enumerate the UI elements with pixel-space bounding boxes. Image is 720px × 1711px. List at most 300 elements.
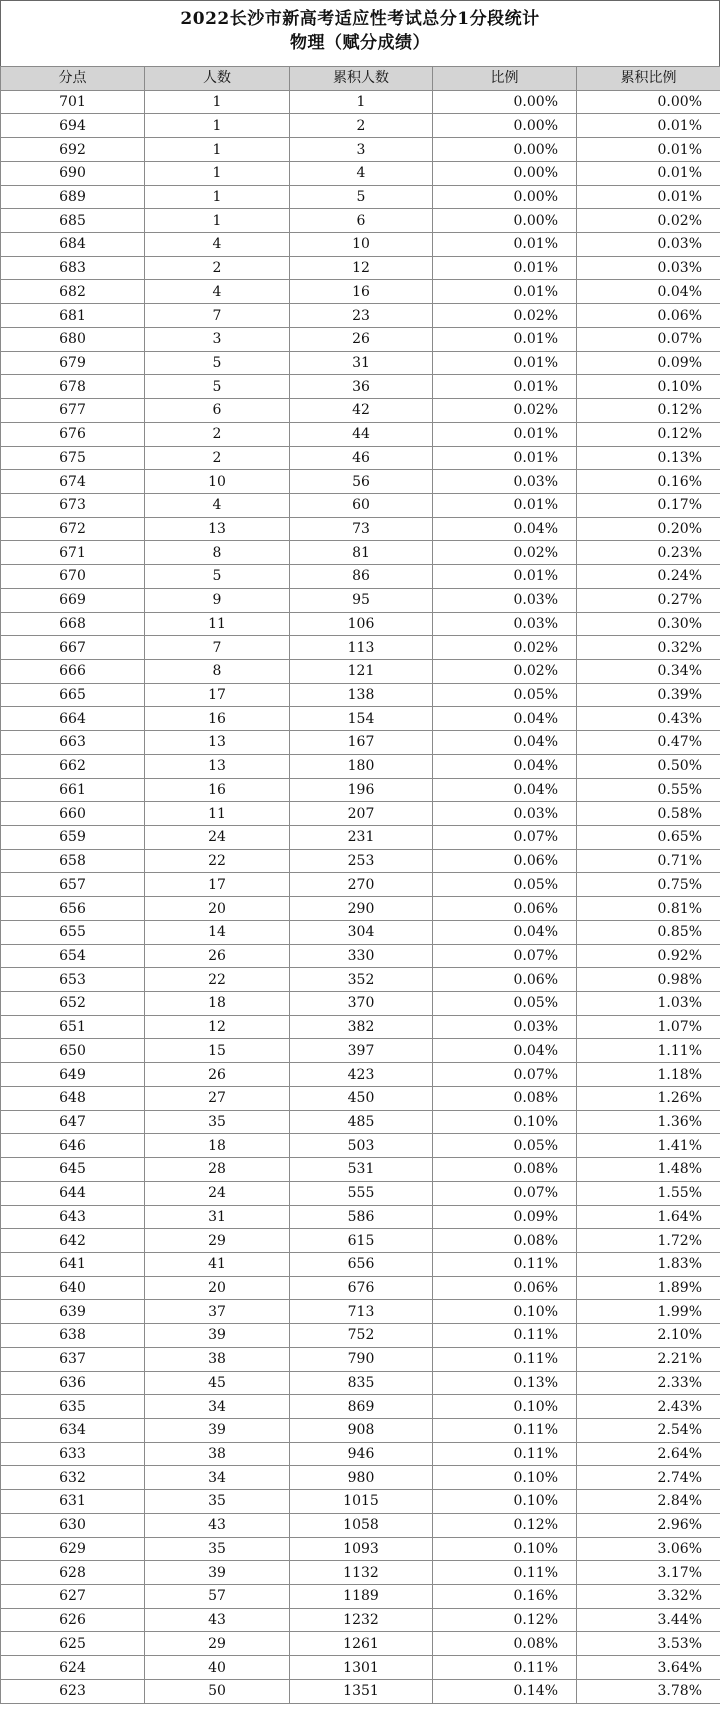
cell-ratio: 0.10% <box>433 1300 577 1324</box>
cell-cumulative-ratio: 0.12% <box>577 399 720 423</box>
cell-ratio: 0.05% <box>433 683 577 707</box>
cell-cumulative-ratio: 1.48% <box>577 1158 720 1182</box>
cell-ratio: 0.11% <box>433 1561 577 1585</box>
cell-cumulative-ratio: 1.18% <box>577 1063 720 1087</box>
cell-score: 635 <box>1 1395 145 1419</box>
cell-cumulative-ratio: 3.44% <box>577 1608 720 1632</box>
cell-count: 16 <box>145 707 290 731</box>
cell-count: 14 <box>145 920 290 944</box>
cell-cumulative-count: 23 <box>290 304 433 328</box>
cell-ratio: 0.04% <box>433 517 577 541</box>
cell-ratio: 0.06% <box>433 968 577 992</box>
cell-cumulative-count: 73 <box>290 517 433 541</box>
cell-score: 671 <box>1 541 145 565</box>
cell-ratio: 0.01% <box>433 280 577 304</box>
cell-score: 660 <box>1 802 145 826</box>
cell-cumulative-count: 1093 <box>290 1537 433 1561</box>
cell-cumulative-ratio: 2.54% <box>577 1418 720 1442</box>
cell-ratio: 0.08% <box>433 1632 577 1656</box>
cell-score: 676 <box>1 422 145 446</box>
cell-ratio: 0.03% <box>433 802 577 826</box>
cell-ratio: 0.06% <box>433 1276 577 1300</box>
cell-count: 15 <box>145 1039 290 1063</box>
cell-ratio: 0.07% <box>433 826 577 850</box>
cell-cumulative-ratio: 3.17% <box>577 1561 720 1585</box>
cell-score: 628 <box>1 1561 145 1585</box>
cell-count: 5 <box>145 565 290 589</box>
cell-cumulative-ratio: 0.03% <box>577 256 720 280</box>
cell-ratio: 0.10% <box>433 1537 577 1561</box>
column-header-ratio: 比例 <box>433 67 577 91</box>
cell-cumulative-ratio: 2.84% <box>577 1490 720 1514</box>
cell-ratio: 0.07% <box>433 944 577 968</box>
cell-cumulative-count: 167 <box>290 731 433 755</box>
cell-cumulative-ratio: 1.64% <box>577 1205 720 1229</box>
cell-cumulative-count: 676 <box>290 1276 433 1300</box>
cell-ratio: 0.01% <box>433 233 577 257</box>
cell-count: 24 <box>145 826 290 850</box>
cell-count: 41 <box>145 1252 290 1276</box>
page-subtitle: 物理（赋分成绩） <box>290 33 430 53</box>
cell-cumulative-count: 531 <box>290 1158 433 1182</box>
cell-ratio: 0.16% <box>433 1585 577 1609</box>
cell-cumulative-ratio: 1.55% <box>577 1181 720 1205</box>
cell-score: 694 <box>1 114 145 138</box>
table-row <box>1 683 720 707</box>
table-row <box>1 1181 720 1205</box>
cell-cumulative-count: 121 <box>290 659 433 683</box>
cell-cumulative-count: 423 <box>290 1063 433 1087</box>
cell-count: 1 <box>145 185 290 209</box>
cell-count: 10 <box>145 470 290 494</box>
cell-score: 665 <box>1 683 145 707</box>
column-header-count: 人数 <box>145 67 290 91</box>
cell-ratio: 0.10% <box>433 1490 577 1514</box>
cell-score: 678 <box>1 375 145 399</box>
cell-score: 680 <box>1 327 145 351</box>
cell-count: 34 <box>145 1395 290 1419</box>
table-row <box>1 470 720 494</box>
cell-count: 39 <box>145 1418 290 1442</box>
cell-cumulative-count: 382 <box>290 1015 433 1039</box>
cell-cumulative-count: 1015 <box>290 1490 433 1514</box>
cell-ratio: 0.03% <box>433 612 577 636</box>
cell-cumulative-count: 44 <box>290 422 433 446</box>
cell-cumulative-ratio: 0.27% <box>577 588 720 612</box>
cell-cumulative-count: 231 <box>290 826 433 850</box>
cell-cumulative-count: 713 <box>290 1300 433 1324</box>
cell-ratio: 0.05% <box>433 1134 577 1158</box>
cell-cumulative-ratio: 1.89% <box>577 1276 720 1300</box>
cell-score: 654 <box>1 944 145 968</box>
cell-cumulative-ratio: 0.12% <box>577 422 720 446</box>
table-row <box>1 399 720 423</box>
cell-ratio: 0.02% <box>433 636 577 660</box>
cell-cumulative-ratio: 2.33% <box>577 1371 720 1395</box>
cell-count: 2 <box>145 446 290 470</box>
cell-ratio: 0.11% <box>433 1418 577 1442</box>
cell-cumulative-count: 1232 <box>290 1608 433 1632</box>
cell-cumulative-ratio: 3.06% <box>577 1537 720 1561</box>
cell-cumulative-count: 1301 <box>290 1656 433 1680</box>
table-row <box>1 754 720 778</box>
cell-count: 13 <box>145 731 290 755</box>
cell-cumulative-ratio: 1.11% <box>577 1039 720 1063</box>
cell-count: 1 <box>145 90 290 114</box>
cell-score: 649 <box>1 1063 145 1087</box>
cell-ratio: 0.10% <box>433 1110 577 1134</box>
cell-cumulative-ratio: 0.75% <box>577 873 720 897</box>
table-row <box>1 1585 720 1609</box>
cell-score: 679 <box>1 351 145 375</box>
cell-ratio: 0.02% <box>433 304 577 328</box>
table-row <box>1 1608 720 1632</box>
table-row <box>1 1537 720 1561</box>
cell-score: 674 <box>1 470 145 494</box>
cell-score: 692 <box>1 138 145 162</box>
cell-cumulative-ratio: 0.01% <box>577 161 720 185</box>
cell-count: 1 <box>145 138 290 162</box>
cell-count: 35 <box>145 1110 290 1134</box>
cell-score: 626 <box>1 1608 145 1632</box>
cell-cumulative-ratio: 0.01% <box>577 114 720 138</box>
cell-ratio: 0.00% <box>433 114 577 138</box>
column-header-score: 分点 <box>1 67 145 91</box>
cell-count: 2 <box>145 422 290 446</box>
cell-cumulative-ratio: 0.58% <box>577 802 720 826</box>
cell-count: 16 <box>145 778 290 802</box>
cell-count: 5 <box>145 351 290 375</box>
table-row <box>1 612 720 636</box>
cell-cumulative-count: 10 <box>290 233 433 257</box>
cell-count: 4 <box>145 280 290 304</box>
table-row <box>1 778 720 802</box>
cell-ratio: 0.03% <box>433 588 577 612</box>
cell-cumulative-ratio: 1.72% <box>577 1229 720 1253</box>
cell-cumulative-count: 1351 <box>290 1679 433 1703</box>
cell-cumulative-count: 352 <box>290 968 433 992</box>
cell-count: 35 <box>145 1537 290 1561</box>
cell-count: 18 <box>145 1134 290 1158</box>
cell-cumulative-ratio: 0.10% <box>577 375 720 399</box>
table-row <box>1 1276 720 1300</box>
cell-count: 20 <box>145 1276 290 1300</box>
cell-count: 13 <box>145 754 290 778</box>
cell-cumulative-ratio: 0.01% <box>577 185 720 209</box>
cell-ratio: 0.06% <box>433 849 577 873</box>
cell-cumulative-ratio: 2.64% <box>577 1442 720 1466</box>
cell-cumulative-count: 615 <box>290 1229 433 1253</box>
cell-cumulative-ratio: 0.92% <box>577 944 720 968</box>
cell-score: 682 <box>1 280 145 304</box>
cell-count: 43 <box>145 1608 290 1632</box>
cell-cumulative-count: 6 <box>290 209 433 233</box>
cell-score: 624 <box>1 1656 145 1680</box>
cell-count: 17 <box>145 683 290 707</box>
cell-cumulative-count: 1058 <box>290 1513 433 1537</box>
cell-cumulative-ratio: 0.39% <box>577 683 720 707</box>
table-row <box>1 138 720 162</box>
cell-ratio: 0.10% <box>433 1466 577 1490</box>
cell-ratio: 0.04% <box>433 778 577 802</box>
cell-count: 11 <box>145 802 290 826</box>
cell-ratio: 0.04% <box>433 731 577 755</box>
cell-cumulative-ratio: 1.99% <box>577 1300 720 1324</box>
cell-ratio: 0.08% <box>433 1086 577 1110</box>
cell-ratio: 0.01% <box>433 351 577 375</box>
cell-score: 669 <box>1 588 145 612</box>
cell-ratio: 0.01% <box>433 565 577 589</box>
cell-score: 663 <box>1 731 145 755</box>
cell-cumulative-ratio: 0.02% <box>577 209 720 233</box>
table-body <box>1 90 720 1703</box>
cell-cumulative-count: 790 <box>290 1347 433 1371</box>
cell-score: 683 <box>1 256 145 280</box>
cell-ratio: 0.01% <box>433 446 577 470</box>
cell-cumulative-ratio: 0.34% <box>577 659 720 683</box>
cell-score: 689 <box>1 185 145 209</box>
cell-cumulative-ratio: 0.47% <box>577 731 720 755</box>
cell-score: 655 <box>1 920 145 944</box>
cell-ratio: 0.05% <box>433 992 577 1016</box>
cell-count: 34 <box>145 1466 290 1490</box>
table-row <box>1 659 720 683</box>
cell-cumulative-ratio: 0.13% <box>577 446 720 470</box>
cell-ratio: 0.12% <box>433 1513 577 1537</box>
cell-ratio: 0.00% <box>433 90 577 114</box>
table-row <box>1 731 720 755</box>
cell-cumulative-ratio: 0.65% <box>577 826 720 850</box>
cell-cumulative-ratio: 0.24% <box>577 565 720 589</box>
table-row <box>1 161 720 185</box>
cell-cumulative-ratio: 2.43% <box>577 1395 720 1419</box>
cell-cumulative-ratio: 2.10% <box>577 1324 720 1348</box>
cell-count: 20 <box>145 897 290 921</box>
table-row <box>1 1086 720 1110</box>
cell-cumulative-ratio: 0.17% <box>577 493 720 517</box>
cell-cumulative-count: 60 <box>290 493 433 517</box>
cell-ratio: 0.11% <box>433 1252 577 1276</box>
cell-count: 45 <box>145 1371 290 1395</box>
cell-cumulative-ratio: 2.21% <box>577 1347 720 1371</box>
cell-score: 658 <box>1 849 145 873</box>
table-row <box>1 1252 720 1276</box>
title-block <box>0 0 720 66</box>
cell-score: 648 <box>1 1086 145 1110</box>
cell-cumulative-count: 397 <box>290 1039 433 1063</box>
cell-cumulative-ratio: 1.41% <box>577 1134 720 1158</box>
table-row <box>1 1324 720 1348</box>
cell-cumulative-ratio: 0.09% <box>577 351 720 375</box>
table-row <box>1 1466 720 1490</box>
cell-cumulative-count: 81 <box>290 541 433 565</box>
cell-cumulative-ratio: 0.43% <box>577 707 720 731</box>
cell-ratio: 0.03% <box>433 1015 577 1039</box>
table-row <box>1 256 720 280</box>
cell-score: 640 <box>1 1276 145 1300</box>
cell-cumulative-count: 555 <box>290 1181 433 1205</box>
cell-score: 672 <box>1 517 145 541</box>
table-row <box>1 1490 720 1514</box>
score-table <box>0 66 720 1704</box>
cell-cumulative-count: 5 <box>290 185 433 209</box>
cell-score: 633 <box>1 1442 145 1466</box>
cell-count: 1 <box>145 209 290 233</box>
cell-cumulative-count: 113 <box>290 636 433 660</box>
cell-score: 636 <box>1 1371 145 1395</box>
cell-cumulative-count: 1189 <box>290 1585 433 1609</box>
cell-ratio: 0.09% <box>433 1205 577 1229</box>
cell-score: 690 <box>1 161 145 185</box>
cell-score: 677 <box>1 399 145 423</box>
cell-count: 4 <box>145 493 290 517</box>
table-row <box>1 1632 720 1656</box>
column-header-cumulative-ratio: 累积比例 <box>577 67 720 91</box>
cell-ratio: 0.11% <box>433 1656 577 1680</box>
cell-cumulative-count: 1 <box>290 90 433 114</box>
cell-cumulative-count: 752 <box>290 1324 433 1348</box>
cell-cumulative-count: 196 <box>290 778 433 802</box>
cell-ratio: 0.03% <box>433 470 577 494</box>
table-row <box>1 114 720 138</box>
cell-ratio: 0.08% <box>433 1158 577 1182</box>
cell-cumulative-count: 450 <box>290 1086 433 1110</box>
cell-cumulative-ratio: 0.06% <box>577 304 720 328</box>
cell-score: 661 <box>1 778 145 802</box>
cell-ratio: 0.04% <box>433 1039 577 1063</box>
cell-cumulative-count: 138 <box>290 683 433 707</box>
cell-score: 644 <box>1 1181 145 1205</box>
cell-score: 673 <box>1 493 145 517</box>
table-row <box>1 446 720 470</box>
cell-count: 8 <box>145 659 290 683</box>
cell-ratio: 0.06% <box>433 897 577 921</box>
cell-score: 641 <box>1 1252 145 1276</box>
cell-count: 13 <box>145 517 290 541</box>
cell-cumulative-count: 503 <box>290 1134 433 1158</box>
cell-ratio: 0.01% <box>433 493 577 517</box>
table-row <box>1 1656 720 1680</box>
table-row <box>1 1371 720 1395</box>
cell-cumulative-ratio: 0.07% <box>577 327 720 351</box>
cell-ratio: 0.00% <box>433 185 577 209</box>
cell-count: 9 <box>145 588 290 612</box>
cell-count: 2 <box>145 256 290 280</box>
cell-score: 668 <box>1 612 145 636</box>
cell-cumulative-ratio: 3.32% <box>577 1585 720 1609</box>
cell-cumulative-ratio: 1.83% <box>577 1252 720 1276</box>
cell-count: 57 <box>145 1585 290 1609</box>
table-row <box>1 304 720 328</box>
table-row <box>1 1300 720 1324</box>
cell-score: 637 <box>1 1347 145 1371</box>
cell-cumulative-count: 980 <box>290 1466 433 1490</box>
table-row <box>1 992 720 1016</box>
cell-cumulative-count: 16 <box>290 280 433 304</box>
cell-count: 39 <box>145 1561 290 1585</box>
cell-count: 28 <box>145 1158 290 1182</box>
table-row <box>1 1418 720 1442</box>
cell-cumulative-count: 26 <box>290 327 433 351</box>
cell-score: 632 <box>1 1466 145 1490</box>
cell-ratio: 0.01% <box>433 375 577 399</box>
cell-cumulative-ratio: 0.71% <box>577 849 720 873</box>
table-row <box>1 1039 720 1063</box>
cell-count: 7 <box>145 304 290 328</box>
cell-count: 43 <box>145 1513 290 1537</box>
cell-count: 1 <box>145 161 290 185</box>
cell-cumulative-ratio: 1.26% <box>577 1086 720 1110</box>
cell-score: 650 <box>1 1039 145 1063</box>
cell-cumulative-count: 12 <box>290 256 433 280</box>
cell-score: 629 <box>1 1537 145 1561</box>
table-row <box>1 707 720 731</box>
cell-cumulative-count: 946 <box>290 1442 433 1466</box>
cell-score: 701 <box>1 90 145 114</box>
cell-count: 38 <box>145 1442 290 1466</box>
cell-count: 1 <box>145 114 290 138</box>
cell-cumulative-ratio: 0.50% <box>577 754 720 778</box>
table-row <box>1 1561 720 1585</box>
table-row <box>1 944 720 968</box>
table-row <box>1 280 720 304</box>
table-row <box>1 1679 720 1703</box>
cell-count: 35 <box>145 1490 290 1514</box>
table-row <box>1 1229 720 1253</box>
cell-cumulative-count: 330 <box>290 944 433 968</box>
cell-cumulative-count: 86 <box>290 565 433 589</box>
cell-score: 675 <box>1 446 145 470</box>
cell-ratio: 0.07% <box>433 1181 577 1205</box>
cell-cumulative-ratio: 3.64% <box>577 1656 720 1680</box>
cell-cumulative-ratio: 0.98% <box>577 968 720 992</box>
cell-count: 37 <box>145 1300 290 1324</box>
cell-cumulative-count: 42 <box>290 399 433 423</box>
table-row <box>1 826 720 850</box>
cell-score: 653 <box>1 968 145 992</box>
table-row <box>1 422 720 446</box>
cell-cumulative-count: 485 <box>290 1110 433 1134</box>
cell-ratio: 0.07% <box>433 1063 577 1087</box>
cell-cumulative-count: 1261 <box>290 1632 433 1656</box>
cell-ratio: 0.02% <box>433 659 577 683</box>
cell-cumulative-count: 290 <box>290 897 433 921</box>
cell-score: 670 <box>1 565 145 589</box>
cell-count: 12 <box>145 1015 290 1039</box>
table-row <box>1 565 720 589</box>
cell-cumulative-count: 656 <box>290 1252 433 1276</box>
table-row <box>1 90 720 114</box>
cell-score: 645 <box>1 1158 145 1182</box>
cell-count: 8 <box>145 541 290 565</box>
cell-ratio: 0.01% <box>433 256 577 280</box>
cell-score: 631 <box>1 1490 145 1514</box>
cell-ratio: 0.12% <box>433 1608 577 1632</box>
cell-cumulative-count: 304 <box>290 920 433 944</box>
table-row <box>1 209 720 233</box>
cell-cumulative-ratio: 0.00% <box>577 90 720 114</box>
cell-ratio: 0.02% <box>433 541 577 565</box>
cell-cumulative-count: 207 <box>290 802 433 826</box>
table-row <box>1 1063 720 1087</box>
table-row <box>1 802 720 826</box>
cell-ratio: 0.00% <box>433 209 577 233</box>
cell-ratio: 0.05% <box>433 873 577 897</box>
cell-cumulative-count: 586 <box>290 1205 433 1229</box>
cell-score: 638 <box>1 1324 145 1348</box>
cell-cumulative-ratio: 3.53% <box>577 1632 720 1656</box>
table-row <box>1 1015 720 1039</box>
